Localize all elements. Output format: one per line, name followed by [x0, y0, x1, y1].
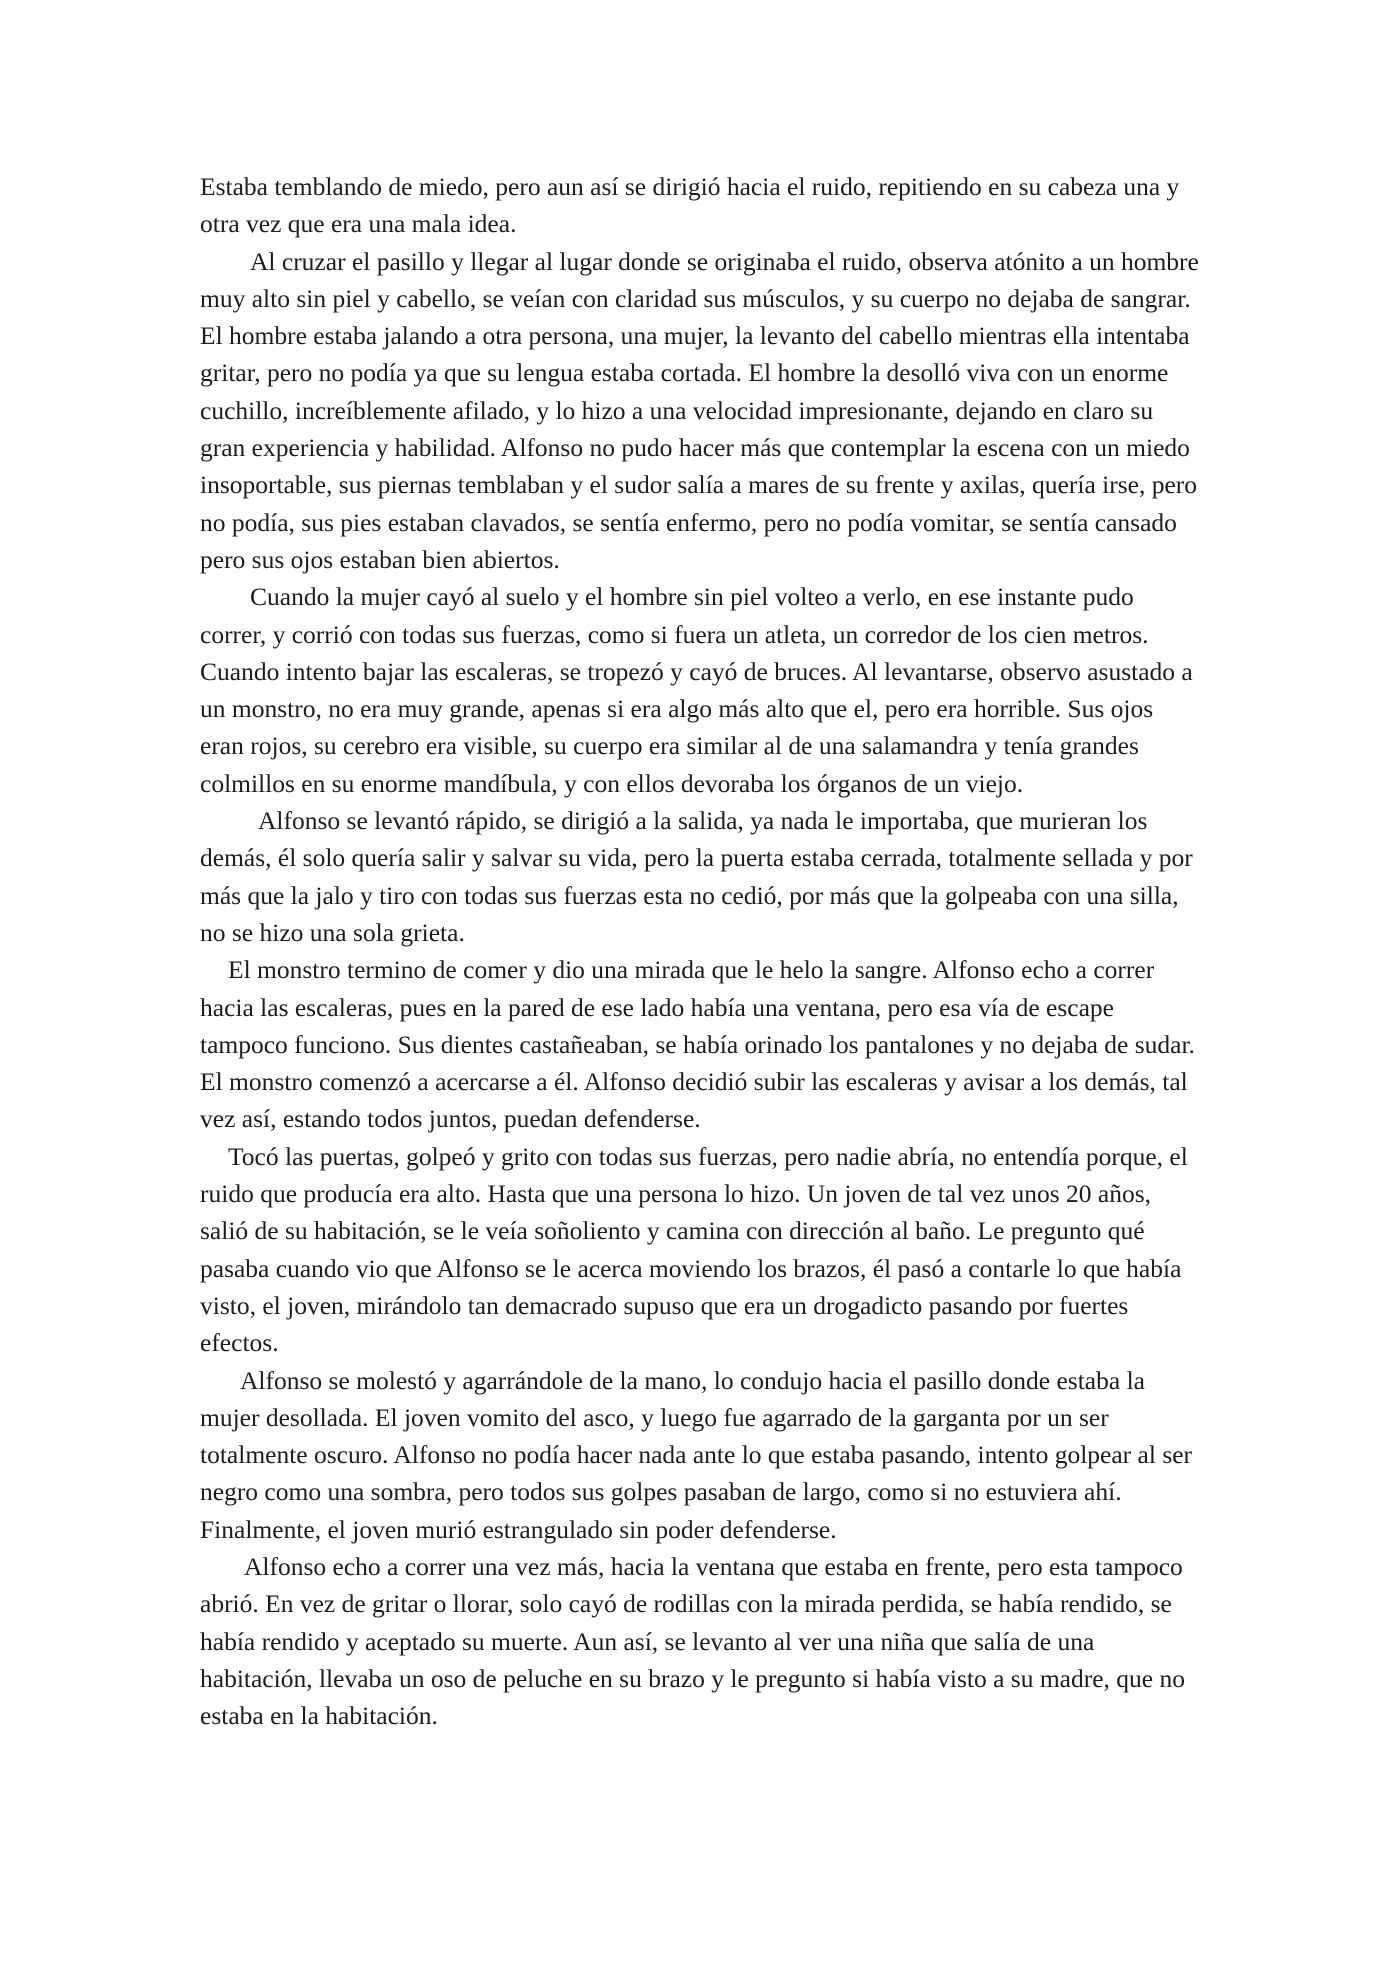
paragraph-3: Cuando la mujer cayó al suelo y el hombre sin piel volteo a verlo, en ese instante pudo correr, y corrió con todas sus fuerzas, como si fuera un atleta, un corredor de los cien metros. Cuando intento bajar las escaleras, se tropezó y cayó de bruces. Al levantarse, observo asustado a un monstro, no era muy grande, apenas si era algo más alto que el, pero era horrible. Sus ojos eran rojos, su cerebro era visible, su cuerpo era similar al de una salamandra y tenía grandes colmillos en su enorme mandíbula, y con ellos devoraba los órganos de un viejo.: [200, 582, 1193, 798]
paragraph-6: Tocó las puertas, golpeó y grito con todas sus fuerzas, pero nadie abría, no entendía porque, el ruido que producía era alto. Hasta que una persona lo hizo. Un joven de tal vez unos 20 años, salió de su habitación, se le veía soñoliento y camina con dirección al baño. Le pregunto qué pasaba cuando vio que Alfonso se le acerca moviendo los brazos, él pasó a contarle lo que había visto, el joven, mirándolo tan demacrado supuso que era un drogadicto pasando por fuertes efectos.: [200, 1141, 1188, 1358]
paragraph-2: Al cruzar el pasillo y llegar al lugar donde se originaba el ruido, observa atónito a un hombre muy alto sin piel y cabello, se veían con claridad sus músculos, y su cuerpo no dejaba de sangrar. El hombre estaba jalando a otra persona, una mujer, la levanto del cabello mientras ella intentaba gritar, pero no podía ya que su lengua estaba cortada. El hombre la desolló viva con un enorme cuchillo, increíblemente afilado, y lo hizo a una velocidad impresionante, dejando en claro su gran experiencia y habilidad. Alfonso no pudo hacer más que contemplar la escena con un miedo insoportable, sus piernas temblaban y el sudor salía a mares de su frente y axilas, quería irse, pero no podía, sus pies estaban clavados, se sentía enfermo, pero no podía vomitar, se sentía cansado pero sus ojos estaban bien abiertos.: [200, 246, 1199, 574]
paragraph-5: El monstro termino de comer y dio una mirada que le helo la sangre. Alfonso echo a correr hacia las escaleras, pues en la pared de ese lado había una ventana, pero esa vía de escape tampoco funciono. Sus dientes castañeaban, se había orinado los pantalones y no dejaba de sudar. El monstro comenzó a acercarse a él. Alfonso decidió subir las escaleras y avisar a los demás, tal vez así, estando todos juntos, puedan defenderse.: [200, 955, 1195, 1134]
paragraph-4: Alfonso se levantó rápido, se dirigió a la salida, ya nada le importaba, que murieran los demás, él solo quería salir y salvar su vida, pero la puerta estaba cerrada, totalmente sellada y por más que la jalo y tiro con todas sus fuerzas esta no cedió, por más que la golpeaba con una silla, no se hizo una sola grieta.: [200, 806, 1193, 947]
paragraph-1: Estaba temblando de miedo, pero aun así se dirigió hacia el ruido, repitiendo en su cabeza una y otra vez que era una mala idea.: [200, 172, 1180, 239]
document-page: [200, 168, 1200, 1828]
paragraph-8: Alfonso echo a correr una vez más, hacia la ventana que estaba en frente, pero esta tampoco abrió. En vez de gritar o llorar, solo cayó de rodillas con la mirada perdida, se había rendido, se había rendido y aceptado su muerte. Aun así, se levanto al ver una niña que salía de una habitación, llevaba un oso de peluche en su brazo y le pregunto si había visto a su madre, que no estaba en la habitación.: [200, 1551, 1185, 1731]
paragraph-7: Alfonso se molestó y agarrándole de la mano, lo condujo hacia el pasillo donde estaba la mujer desollada. El joven vomito del asco, y luego fue agarrado de la garganta por un ser totalmente oscuro. Alfonso no podía hacer nada ante lo que estaba pasando, intento golpear al ser negro como una sombra, pero todos sus golpes pasaban de largo, como si no estuviera ahí. Finalmente, el joven murió estrangulado sin poder defenderse.: [200, 1365, 1193, 1544]
